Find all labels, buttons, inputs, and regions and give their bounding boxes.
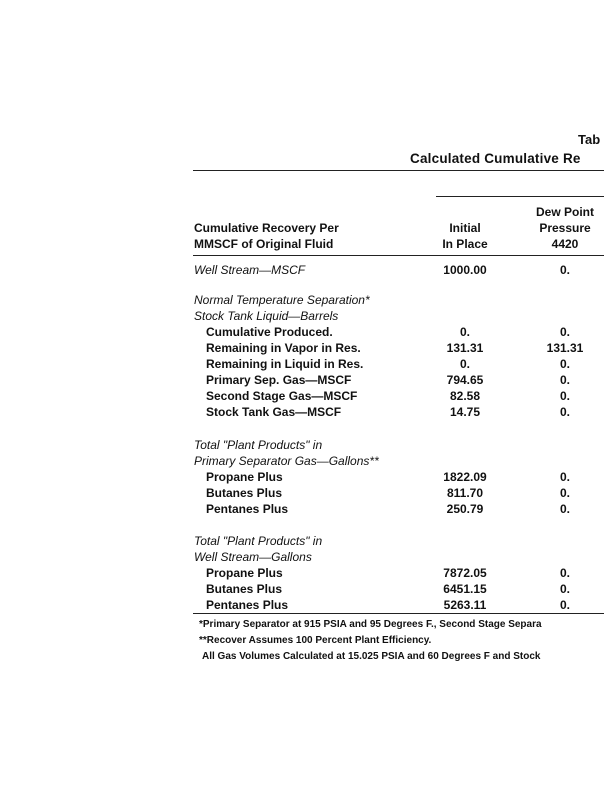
header-label-line2: MMSCF of Original Fluid bbox=[194, 237, 334, 251]
header-dewpoint-line1: Dew Point bbox=[535, 205, 594, 219]
table-row bbox=[0, 404, 604, 420]
row-label: Stock Tank Gas—MSCF bbox=[206, 405, 342, 419]
initial-in-place-value: 14.75 bbox=[449, 405, 481, 419]
initial-in-place-value: 6451.15 bbox=[443, 582, 487, 596]
table-row bbox=[0, 340, 604, 356]
dew-point-value: 0. bbox=[559, 502, 570, 516]
row-label: Remaining in Liquid in Res. bbox=[206, 357, 364, 371]
dew-point-value: 0. bbox=[559, 566, 570, 580]
table-row bbox=[0, 533, 604, 549]
table-row bbox=[0, 453, 604, 469]
footnote-3: All Gas Volumes Calculated at 15.025 PSIA and 60 Degrees F and Stock bbox=[202, 651, 541, 662]
row-label: Primary Separator Gas—Gallons** bbox=[194, 454, 379, 468]
row-label: Well Stream—Gallons bbox=[194, 550, 312, 564]
table-row bbox=[0, 565, 604, 581]
header-initial-line2: In Place bbox=[442, 237, 488, 251]
initial-in-place-value: 0. bbox=[459, 357, 470, 371]
initial-in-place-value: 5263.11 bbox=[443, 598, 487, 612]
footnote-1: *Primary Separator at 915 PSIA and 95 Degrees F., Second Stage Separa bbox=[199, 619, 542, 630]
table-row bbox=[0, 388, 604, 404]
top-rule bbox=[193, 170, 604, 171]
row-label: Total "Plant Products" in bbox=[194, 534, 323, 548]
dew-point-value: 131.31 bbox=[546, 341, 584, 355]
dew-point-value: 0. bbox=[559, 598, 570, 612]
dew-point-value: 0. bbox=[559, 582, 570, 596]
table-title-line1: Tab bbox=[578, 132, 601, 147]
dew-point-value: 0. bbox=[559, 470, 570, 484]
initial-in-place-value: 7872.05 bbox=[443, 566, 487, 580]
table-row bbox=[0, 485, 604, 501]
row-label: Cumulative Produced. bbox=[206, 325, 333, 339]
column-span-rule bbox=[436, 196, 604, 197]
header-rule bbox=[193, 255, 604, 256]
row-label: Butanes Plus bbox=[206, 486, 283, 500]
table-row bbox=[0, 262, 604, 278]
row-label: Propane Plus bbox=[206, 566, 283, 580]
row-label: Pentanes Plus bbox=[206, 598, 289, 612]
initial-in-place-value: 1822.09 bbox=[443, 470, 487, 484]
dew-point-value: 0. bbox=[559, 357, 570, 371]
table-row bbox=[0, 549, 604, 565]
row-label: Primary Sep. Gas—MSCF bbox=[206, 373, 352, 387]
initial-in-place-value: 250.79 bbox=[446, 502, 484, 516]
table-row bbox=[0, 581, 604, 597]
dew-point-value: 0. bbox=[559, 325, 570, 339]
row-label: Well Stream—MSCF bbox=[194, 263, 306, 277]
header-initial-line1: Initial bbox=[449, 221, 481, 235]
row-label: Total "Plant Products" in bbox=[194, 438, 323, 452]
dew-point-value: 0. bbox=[559, 405, 570, 419]
table-row bbox=[0, 372, 604, 388]
row-label: Remaining in Vapor in Res. bbox=[206, 341, 361, 355]
initial-in-place-value: 0. bbox=[459, 325, 470, 339]
initial-in-place-value: 794.65 bbox=[446, 373, 484, 387]
row-label: Pentanes Plus bbox=[206, 502, 289, 516]
dew-point-value: 0. bbox=[559, 389, 570, 403]
row-label: Normal Temperature Separation* bbox=[194, 293, 370, 307]
table-row bbox=[0, 437, 604, 453]
header-label-line1: Cumulative Recovery Per bbox=[194, 221, 339, 235]
table-row bbox=[0, 597, 604, 613]
footnote-2: **Recover Assumes 100 Percent Plant Efficiency. bbox=[199, 635, 432, 646]
bottom-rule bbox=[193, 613, 604, 614]
table-row bbox=[0, 501, 604, 517]
table-row bbox=[0, 324, 604, 340]
table-row bbox=[0, 308, 604, 324]
table-row bbox=[0, 469, 604, 485]
dew-point-value: 0. bbox=[559, 263, 570, 277]
dew-point-value: 0. bbox=[559, 373, 570, 387]
initial-in-place-value: 1000.00 bbox=[443, 263, 487, 277]
row-label: Second Stage Gas—MSCF bbox=[206, 389, 358, 403]
header-dewpoint-line2: Pressure bbox=[539, 221, 591, 235]
row-label: Propane Plus bbox=[206, 470, 283, 484]
table-row bbox=[0, 292, 604, 308]
table-row bbox=[0, 356, 604, 372]
row-label: Stock Tank Liquid—Barrels bbox=[194, 309, 339, 323]
table-title-line2: Calculated Cumulative Re bbox=[410, 151, 581, 166]
initial-in-place-value: 82.58 bbox=[449, 389, 481, 403]
row-label: Butanes Plus bbox=[206, 582, 283, 596]
initial-in-place-value: 131.31 bbox=[446, 341, 484, 355]
dew-point-value: 0. bbox=[559, 486, 570, 500]
initial-in-place-value: 811.70 bbox=[446, 486, 484, 500]
header-dewpoint-line3: 4420 bbox=[551, 237, 579, 251]
